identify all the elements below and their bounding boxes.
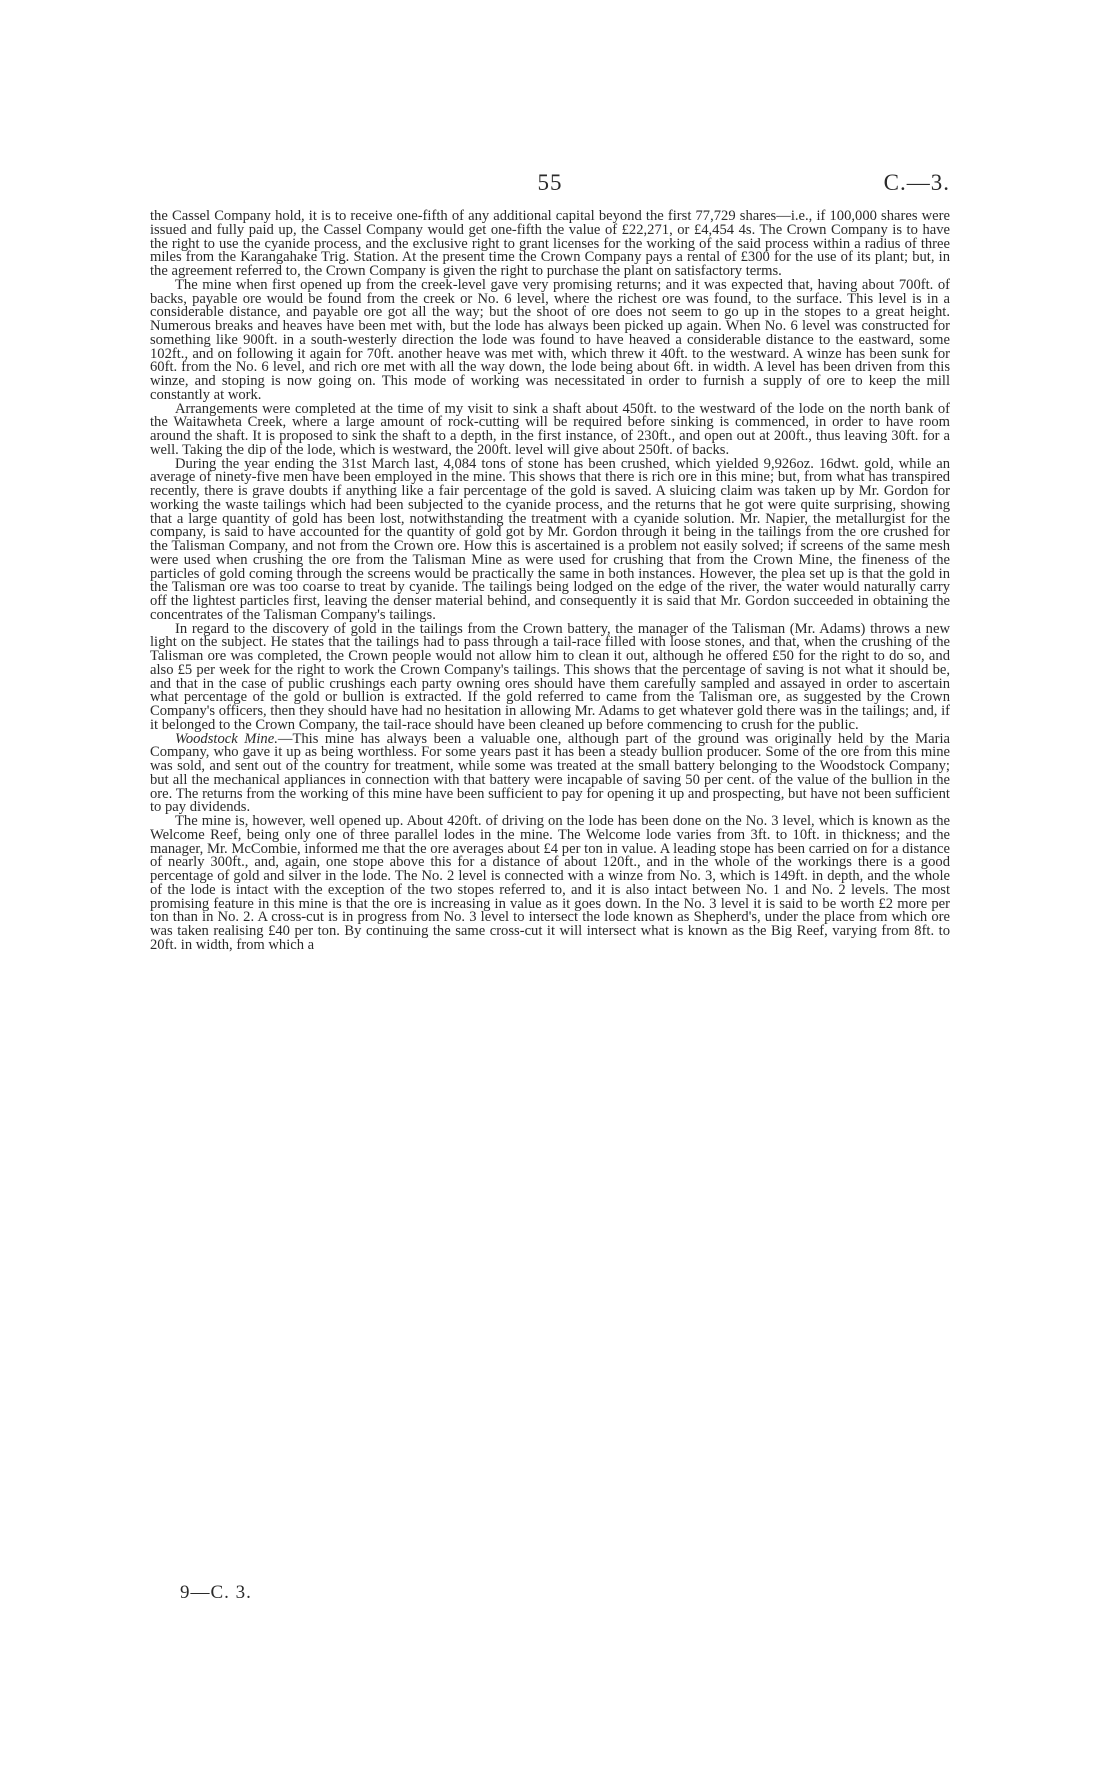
- body-text: [150, 210, 950, 953]
- paragraph: Arrangements were completed at the time of my visit to sink a shaft about 450ft. to the westward of the lode on the north bank of the Waitawheta Creek, where a large amount of rock-cutting will be required before sinking is commenced, in order to have room around the shaft. It is proposed to sink the shaft to a depth, in the first instance, of 230ft., and open out at 200ft., thus leaving 30ft. for a well. Taking the dip of the lode, which is westward, the 200ft. level will give about 250ft. of backs.: [150, 400, 950, 458]
- paragraph: The mine is, however, well opened up. About 420ft. of driving on the lode has been done on the No. 3 level, which is known as the Welcome Reef, being only one of three parallel lodes in the mine. The Welcome lode varies from 3ft. to 10ft. in thickness; and the manager, Mr. McCombie, informed me that the ore averages about £4 per ton in value. A leading stope has been carried on for a distance of nearly 300ft., and, again, one stope above this for a distance of about 120ft., and in the whole of the workings there is a good percentage of gold and silver in the lode. The No. 2 level is connected with a winze from No. 3, which is 149ft. in depth, and the whole of the lode is intact with the exception of the two stopes referred to, and it is also intact between No. 1 and No. 2 levels. The most promising feature in this mine is that the ore is increasing in value as it goes down. In the No. 3 level it is said to be worth £2 more per ton than in No. 2. A cross-cut is in progress from No. 3 level to intersect the lode known as Shepherd's, under the place from which ore was taken realising £40 per ton. By continuing the same cross-cut it will intersect what is known as the Big Reef, varying from 8ft. to 20ft. in width, from which a: [150, 813, 950, 953]
- paragraph: During the year ending the 31st March last, 4,084 tons of stone has been crushed, which yielded 9,926oz. 16dwt. gold, while an average of ninety-five men have been employed in the mine. This shows that there is rich ore in this mine; but, from what has transpired recently, there is grave doubts if anything like a fair percentage of the gold is saved. A sluicing claim was taken up by Mr. Gordon for working the waste tailings which had been subjected to the cyanide process, and the returns that he got were quite surprising, showing that a large quantity of gold has been lost, notwithstanding the treatment with a cyanide solution. Mr. Napier, the metallurgist for the company, is said to have accounted for the quantity of gold got by Mr. Gordon through it being in the tailings from the ore crushed for the Talisman Company, and not from the Crown ore. How this is ascertained is a problem not easily solved; if screens of the same mesh were used when crushing the ore from the Talisman Mine as were used for crushing that from the Crown Mine, the fineness of the particles of gold coming through the screens would be practically the same in both instances. However, the plea set up is that the gold in the Talisman ore was too coarse to treat by cyanide. The tailings being lodged on the edge of the river, the water would naturally carry off the lightest particles first, leaving the denser material behind, and consequently it is said that Mr. Gordon succeeded in obtaining the concentrates of the Talisman Company's tailings.: [150, 455, 950, 623]
- paragraph: the Cassel Company hold, it is to receive one-fifth of any additional capital beyond the first 77,729 shares—i.e., if 100,000 shares were issued and fully paid up, the Cassel Company would get one-fifth the value of £22,271, or £4,454 4s. The Crown Company is to have the right to use the cyanide process, and the exclusive right to grant licenses for the working of the said process within a radius of three miles from the Karangahake Trig. Station. At the present time the Crown Company pays a rental of £300 for the use of its plant; but, in the agreement referred to, the Crown Company is given the right to purchase the plant on satisfactory terms.: [150, 208, 950, 279]
- signature-mark: 9—C. 3.: [180, 1582, 252, 1603]
- document-code: C.—3.: [883, 170, 950, 195]
- page-header: [150, 170, 950, 200]
- paragraph: Woodstock Mine.—This mine has always been a valuable one, although part of the ground was originally held by the Maria Company, who gave it up as being worthless. For some years past it has been a steady bullion producer. Some of the ore from this mine was sold, and sent out of the country for treatment, while some was treated at the small battery belonging to the Woodstock Company; but all the mechanical appliances in connection with that battery were incapable of saving 50 per cent. of the value of the bullion in the ore. The returns from the working of this mine have been sufficient to pay for opening it up and prospecting, but have not been sufficient to pay dividends.: [150, 730, 950, 816]
- paragraph: The mine when first opened up from the creek-level gave very promising returns; and it was expected that, having about 700ft. of backs, payable ore would be found from the creek or No. 6 level, where the richest ore was found, to the surface. This level is in a considerable distance, and payable ore got all the way; but the shoot of ore does not seem to go up in the stopes to a great height. Numerous breaks and heaves have been met with, but the lode has always been picked up again. When No. 6 level was constructed for something like 900ft. in a south-westerly direction the lode was found to have heaved a considerable distance to the eastward, some 102ft., and on following it again for 70ft. another heave was met with, which threw it 40ft. to the westward. A winze has been sunk for 60ft. from the No. 6 level, and rich ore met with all the way down, the lode being about 6ft. in width. A level has been driven from this winze, and stoping is now going on. This mode of working was necessitated in order to furnish a supply of ore to keep the mill constantly at work.: [150, 276, 950, 403]
- section-lead: Woodstock Mine.: [175, 730, 278, 747]
- page-number: 55: [537, 170, 563, 195]
- paragraph: In regard to the discovery of gold in the tailings from the Crown battery, the manager of the Talisman (Mr. Adams) throws a new light on the subject. He states that the tailings had to pass through a tail-race filled with loose stones, and that, when the crushing of the Talisman ore was completed, the Crown people would not allow him to clean it out, although he offered £50 for the right to do so, and also £5 per week for the right to work the Crown Company's tailings. This shows that the percentage of saving is not what it should be, and that in the case of public crushings each party owning ores should have them carefully sampled and assayed in order to ascertain what percentage of the gold or bullion is extracted. If the gold referred to came from the Talisman ore, as suggested by the Crown Company's officers, then they should have had no hesitation in allowing Mr. Adams to get whatever gold there was in the tailings; and, if it belonged to the Crown Company, the tail-race should have been cleaned up before commencing to crush for the public.: [150, 620, 950, 733]
